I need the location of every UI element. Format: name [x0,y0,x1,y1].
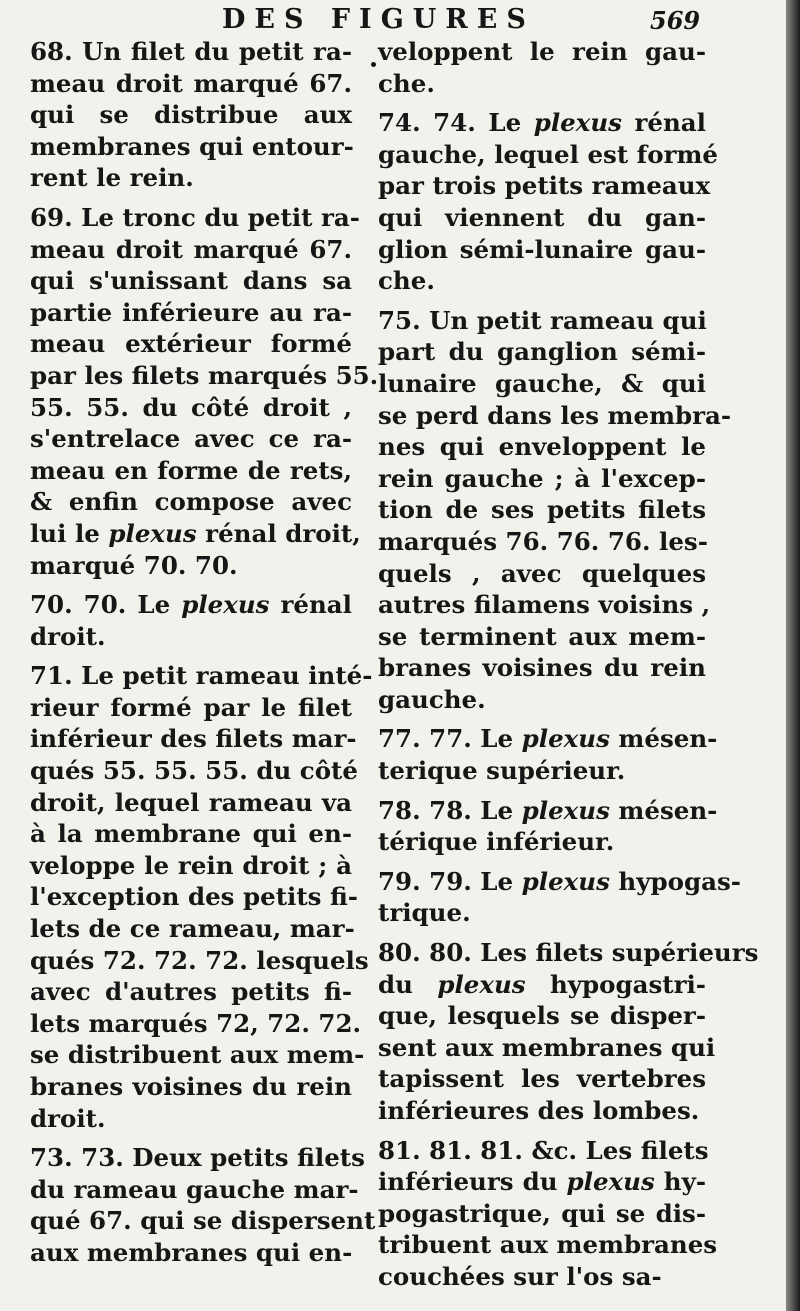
text-line: nes qui enveloppent le [378,432,706,462]
text-line: du plexus hypogastri- [378,969,706,999]
text-line: qui s'unissant dans sa [30,266,352,296]
text-line: veloppe le rein droit ; à [30,850,352,880]
figure-legend-entry [378,1135,718,1293]
text-line: 75. Un petit rameau qui [378,305,707,335]
text-line: lets marqués 72, 72. 72. [30,1008,362,1038]
text-line: membranes qui entour- [30,131,354,161]
figure-legend-entry [30,36,352,194]
text-line: se terminent aux mem- [378,621,706,651]
text-line: tion de ses petits filets [378,495,706,525]
text-line: 78. 78. Le plexus mésen- [378,795,718,825]
left-column [30,36,379,1277]
text-line: par trois petits rameaux [378,171,711,201]
text-line: branes voisines du rein [378,653,706,683]
text-line: 79. 79. Le plexus hypogas- [378,866,741,896]
text-line: glion sémi-lunaire gau- [378,234,706,264]
text-line: du rameau gauche mar- [30,1174,359,1204]
text-line: meau droit marqué 67. [30,68,352,98]
text-line: che. [378,266,435,296]
text-line: couchées sur l'os sa- [378,1261,662,1291]
text-line: sent aux membranes qui [378,1032,716,1062]
figure-legend-entry [378,36,706,99]
text-line: 68. Un filet du petit ra- [30,37,352,66]
text-line: & enfin compose avec [30,487,352,517]
figure-legend-entry [30,1142,376,1268]
text-line: lunaire gauche, & qui [378,368,706,398]
text-line: qués 72. 72. 72. lesquels [30,945,369,975]
text-line: se perd dans les membra- [378,400,732,430]
figure-legend-entry [378,305,732,716]
ink-dot [371,62,376,67]
text-line: 73. 73. Deux petits filets [30,1143,365,1173]
text-line: se distribuent aux mem- [30,1040,365,1070]
text-line: qué 67. qui se dispersent [30,1206,376,1236]
text-line: pogastrique, qui se dis- [378,1198,706,1228]
page-number: 569 [650,6,701,35]
text-line: s'entrelace avec ce ra- [30,424,352,454]
text-line: partie inférieure au ra- [30,297,352,327]
figure-legend-entry [378,107,718,297]
text-line: rein gauche ; à l'excep- [378,463,706,493]
text-line: autres filamens voisins , [378,590,711,620]
text-line: 55. 55. du côté droit , [30,392,352,422]
text-line: tapissent les vertebres [378,1064,706,1094]
running-title: DES FIGURES [222,4,535,35]
text-line: tribuent aux membranes [378,1230,718,1260]
text-line: part du ganglion sémi- [378,337,706,367]
text-line: qui viennent du gan- [378,202,706,232]
text-line: gauche, lequel est formé [378,139,718,169]
text-line: 70. 70. Le plexus rénal [30,590,352,620]
text-line: rent le rein. [30,163,194,193]
text-line: meau droit marqué 67. [30,234,352,264]
figure-legend-entry [30,660,373,1134]
page-edge-shadow [786,0,800,1311]
text-line: meau en forme de rets, [30,455,352,485]
figure-legend-entry [378,723,718,786]
text-line: inférieur des filets mar- [30,724,357,754]
text-line: avec d'autres petits fi- [30,977,352,1007]
text-line: gauche. [378,684,486,714]
text-line: qui se distribue aux [30,100,352,130]
text-line: trique. [378,898,471,928]
text-line: marqué 70. 70. [30,550,238,580]
text-line: rieur formé par le filet [30,692,352,722]
text-line: che. [378,68,435,98]
text-line: marqués 76. 76. 76. les- [378,526,708,556]
text-line: 74. 74. Le plexus rénal [378,108,706,138]
text-line: droit. [30,1103,106,1133]
text-line: 77. 77. Le plexus mésen- [378,724,718,754]
text-line: inférieures des lombes. [378,1096,700,1125]
figure-legend-entry [378,866,741,929]
text-line: aux membranes qui en- [30,1237,353,1267]
right-column [378,36,759,1301]
text-line: 71. Le petit rameau inté- [30,661,373,691]
text-line: qués 55. 55. 55. du côté [30,756,358,786]
text-line: à la membrane qui en- [30,819,352,849]
text-line: 80. 80. Les filets supérieurs [378,938,759,968]
text-line: l'exception des petits fi- [30,882,358,912]
text-line: quels , avec quelques [378,558,706,588]
figure-legend-entry [378,795,718,858]
text-line: veloppent le rein gau- [378,37,706,66]
text-line: par les filets marqués 55. [30,360,379,390]
figure-legend-entry [378,937,759,1127]
figure-legend-entry [30,202,379,581]
text-line: terique supérieur. [378,756,626,786]
text-line: 81. 81. 81. &c. Les filets [378,1135,709,1165]
text-line: 69. Le tronc du petit ra- [30,202,360,232]
text-line: meau extérieur formé [30,329,352,359]
text-line: inférieurs du plexus hy- [378,1167,706,1197]
page-header [0,4,790,38]
text-line: que, lesquels se disper- [378,1001,706,1031]
figure-legend-entry [30,589,352,652]
text-line: droit, lequel rameau va [30,787,352,817]
text-line: lui le plexus rénal droit, [30,518,361,548]
text-line: droit. [30,621,106,651]
text-line: lets de ce rameau, mar- [30,914,355,944]
text-line: branes voisines du rein [30,1072,352,1101]
text-line: térique inférieur. [378,827,615,857]
